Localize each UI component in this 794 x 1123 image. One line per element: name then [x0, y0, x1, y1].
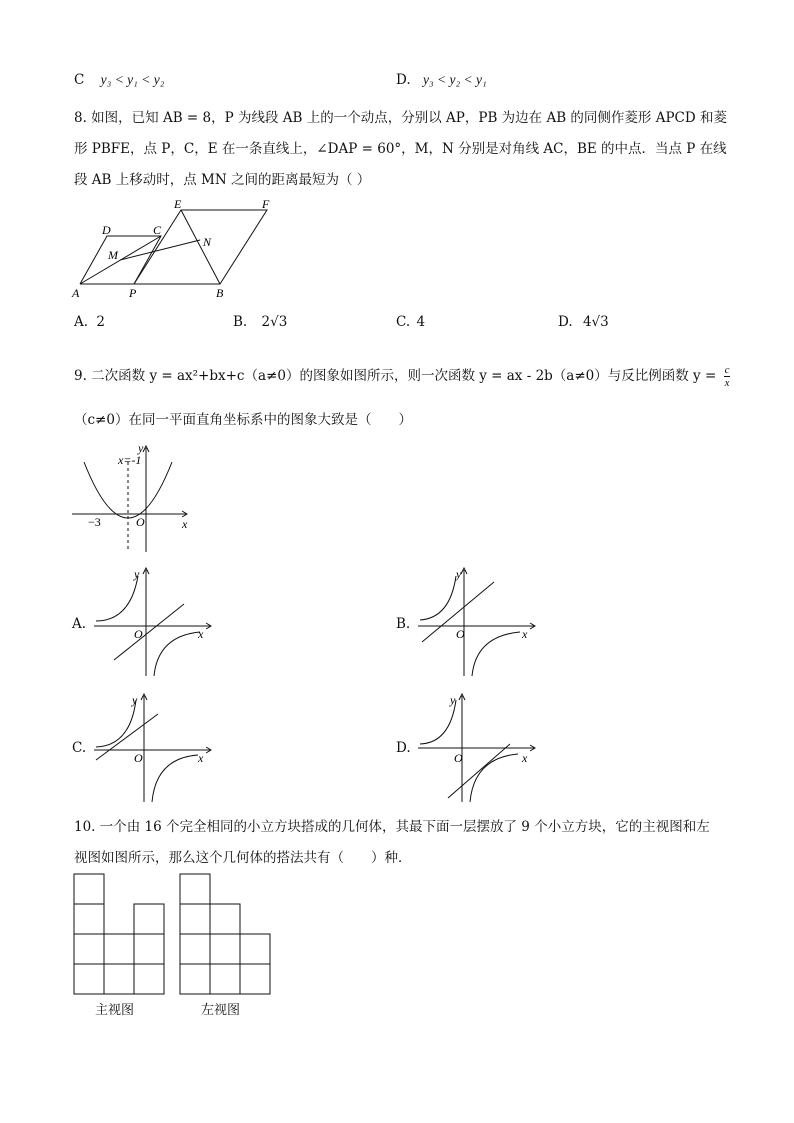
q9-option-d-o: O [454, 751, 463, 765]
front-view-cell [74, 874, 104, 904]
q9-fraction-numerator: c [724, 364, 730, 376]
q9-fraction-denominator: x [724, 377, 730, 389]
q9-option-a-x: x [198, 627, 204, 641]
q10-front-view [72, 872, 166, 996]
q9-option-c-o: O [134, 751, 143, 765]
q8-option-c [396, 312, 425, 332]
q9-parabola-axis-label: x=-1 [118, 453, 142, 467]
q7-option-d [396, 70, 487, 90]
q9-option-b-o: O [456, 627, 465, 641]
left-view-cell [240, 964, 270, 994]
q9-option-d-graph [414, 690, 538, 806]
q9-parabola-y-label: y [138, 441, 144, 455]
q7-option-c-letter: C [74, 72, 85, 88]
front-view-cell [134, 904, 164, 934]
q8-option-a [74, 312, 105, 332]
q8-option-b-text: 2√3 [261, 314, 288, 330]
front-view-cell [74, 934, 104, 964]
q7-option-d-text: y₃ < y₂ < y₁ [422, 72, 487, 87]
q7-option-c-text: y₃ < y₁ < y₂ [100, 72, 165, 87]
left-view-cell [180, 874, 210, 904]
q8-label-m: M [108, 248, 118, 262]
q9-option-b-x: x [522, 627, 528, 641]
q9-parabola-origin: O [136, 515, 145, 529]
front-view-cell [74, 964, 104, 994]
q10-stem-line2: 视图如图所示，那么这个几何体的搭法共有（ ）种． [74, 850, 412, 866]
q10-left-view-caption: 左视图 [201, 1003, 241, 1018]
q8-stem-line1: 8. 如图，已知 AB = 8，P 为线段 AB 上的一个动点，分别以 AP，PB 为边在 AB 的同侧作菱形 APCD 和菱 [74, 110, 727, 126]
q9-option-a-o: O [134, 627, 143, 641]
front-view-cell [74, 904, 104, 934]
q9-parabola-root: −3 [88, 515, 101, 529]
q8-label-d: D [102, 223, 111, 237]
q8-option-c-letter: C. [396, 314, 411, 330]
q10-left-view [178, 872, 272, 996]
left-view-cell [180, 904, 210, 934]
front-view-cell [104, 964, 134, 994]
q8-option-a-text: 2 [96, 314, 105, 330]
left-view-cell [180, 934, 210, 964]
q8-label-e: E [174, 197, 182, 211]
q9-option-b-graph [414, 564, 538, 680]
q9-stem-line2: （c≠0）在同一平面直角坐标系中的图象大致是（ ） [74, 412, 412, 428]
q9-option-a-y: y [134, 567, 140, 581]
q9-option-c-graph [90, 690, 214, 806]
q8-label-a: A [72, 286, 80, 300]
q9-option-b-letter: B. [396, 616, 411, 632]
q9-option-a-graph [90, 564, 214, 680]
q8-rhombus-figure [66, 196, 286, 300]
front-view-cell [104, 934, 134, 964]
q8-option-d [558, 312, 609, 332]
q9-stem-line1 [74, 364, 730, 389]
q7-option-c [74, 70, 164, 90]
left-view-cell [240, 934, 270, 964]
q9-fraction [724, 364, 731, 389]
q9-option-a-letter: A. [72, 616, 87, 632]
left-view-cell [210, 904, 240, 934]
q9-option-d-letter: D. [396, 740, 411, 756]
q9-option-c-x: x [198, 751, 204, 765]
q10-front-view-caption: 主视图 [95, 1003, 135, 1018]
q7-option-d-letter: D. [396, 72, 411, 88]
q8-label-f: F [262, 197, 270, 211]
q9-option-b-y: y [456, 567, 462, 581]
q8-label-p: P [129, 286, 137, 300]
front-view-cell [134, 934, 164, 964]
left-view-cell [210, 934, 240, 964]
q9-parabola-graph [66, 440, 194, 558]
q9-option-d-y: y [450, 693, 456, 707]
q8-option-d-text: 4√3 [582, 314, 609, 330]
q9-option-c-y: y [132, 693, 138, 707]
q8-option-c-text: 4 [416, 314, 426, 330]
left-view-cell [180, 964, 210, 994]
q8-label-n: N [203, 235, 212, 249]
q8-label-b: B [216, 286, 224, 300]
q8-option-a-letter: A. [74, 314, 89, 330]
q8-label-c: C [153, 223, 162, 237]
q9-stem-text: 9. 二次函数 y = ax²+bx+c（a≠0）的图象如图所示，则一次函数 y = ax - 2b（a≠0）与反比例函数 y = [74, 368, 717, 384]
q9-option-d-x: x [522, 751, 528, 765]
q8-option-d-letter: D. [558, 314, 573, 330]
q8-stem-line2: 形 PBFE，点 P，C，E 在一条直线上，∠DAP = 60°，M，N 分别是对角线 AC，BE 的中点．当点 P 在线 [74, 141, 727, 157]
q8-option-b-letter: B. [233, 314, 248, 330]
q8-stem-line3: 段 AB 上移动时，点 MN 之间的距离最短为（ ） [74, 172, 371, 188]
q8-option-b [233, 312, 287, 332]
front-view-cell [134, 964, 164, 994]
q9-option-c-letter: C. [72, 740, 87, 756]
left-view-cell [210, 964, 240, 994]
q10-stem-line1: 10. 一个由 16 个完全相同的小立方块搭成的几何体，其最下面一层摆放了 9 个小立方块，它的主视图和左 [74, 819, 710, 835]
q9-parabola-x-label: x [182, 517, 188, 531]
